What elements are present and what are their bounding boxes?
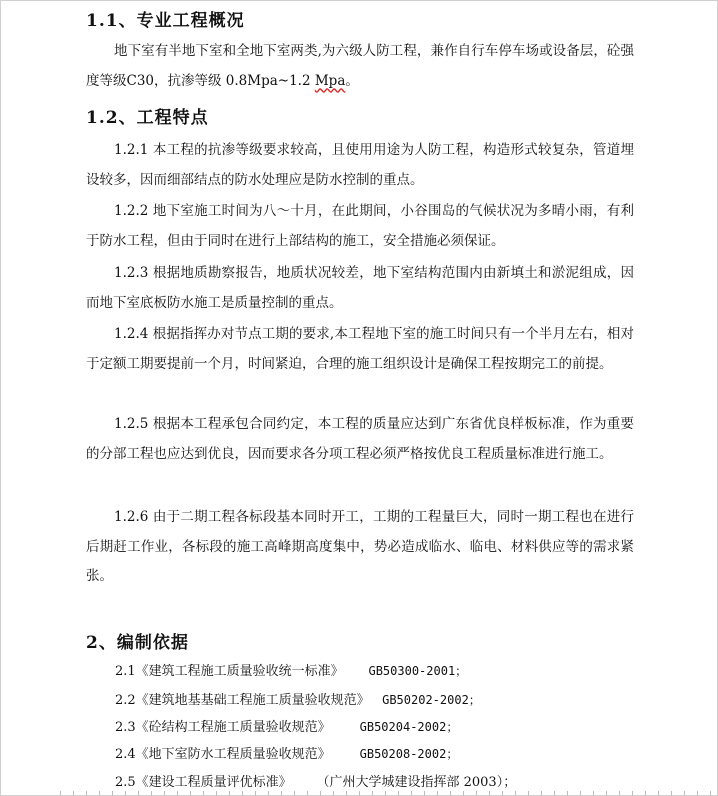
- paragraph-1-2-3: 1.2.3 根据地质勘察报告，地质状况较差，地下室结构范围内由新填土和淤泥组成，因而地下室底板防水施工是质量控制的重点。: [86, 265, 634, 311]
- ruler-tick: [645, 791, 646, 795]
- ruler-tick: [580, 791, 581, 795]
- ruler-tick: [697, 791, 698, 795]
- ruler-tick: [307, 791, 308, 795]
- reference-code: （广州大学城建设指挥部 2003）；: [316, 775, 517, 790]
- paragraph-1-2-5: 1.2.5 根据本工程承包合同约定，本工程的质量应达到广东省优良样板标准，作为重要的分部工程也应达到优良，因而要求各分项工程必须严格按优良工程质量标准进行施工。: [86, 416, 634, 462]
- ruler-tick: [450, 791, 451, 795]
- paragraph-1-2-1: 1.2.1 本工程的抗渗等级要求较高，且使用用途为人防工程，构造形式较复杂，管道埋设较多，因而细部结点的防水处理应是防水控制的重点。: [86, 142, 634, 188]
- ruler-tick: [502, 791, 503, 795]
- reference-code: GB50204-2002；: [359, 720, 459, 734]
- ruler-tick: [190, 791, 191, 795]
- ruler-tick: [411, 791, 412, 795]
- reference-title: 2.4《地下室防水工程质量验收规范》: [115, 747, 331, 762]
- ruler-tick: [567, 791, 568, 795]
- ruler-tick: [268, 791, 269, 795]
- ruler-tick: [281, 791, 282, 795]
- ruler-tick: [294, 791, 295, 795]
- ruler-tick: [138, 791, 139, 795]
- ruler-tick: [216, 791, 217, 795]
- ruler-tick: [385, 791, 386, 795]
- reference-title: 2.3《砼结构工程施工质量验收规范》: [115, 720, 331, 735]
- reference-item: [115, 660, 467, 679]
- ruler-tick: [203, 791, 204, 795]
- ruler-tick: [632, 791, 633, 795]
- reference-code: GB50202-2002；: [382, 693, 481, 707]
- ruler-tick: [229, 791, 230, 795]
- ruler-tick: [73, 791, 74, 795]
- ruler-tick: [333, 791, 334, 795]
- ruler-tick: [437, 791, 438, 795]
- reference-title: 2.1《建筑工程施工质量验收统一标准》: [115, 664, 344, 679]
- ruler-tick: [463, 791, 464, 795]
- reference-title: 2.5《建设工程质量评优标准》: [115, 775, 292, 790]
- reference-item: [115, 771, 516, 790]
- ruler-tick: [476, 791, 477, 795]
- ruler-ticks: [0, 790, 718, 796]
- ruler-tick: [554, 791, 555, 795]
- ruler-tick: [619, 791, 620, 795]
- heading-1-1: 1.1、专业工程概况: [86, 11, 245, 31]
- reference-code: GB50300-2001；: [368, 664, 468, 678]
- ruler-tick: [86, 791, 87, 795]
- ruler-tick: [320, 791, 321, 795]
- ruler-tick: [671, 791, 672, 795]
- ruler-tick: [346, 791, 347, 795]
- paragraph-1-1-text: 地下室有半地下室和全地下室两类,为六级人防工程，兼作自行车停车场或设备层，砼强度等级C30，抗渗等级 0.8Mpa~1.2: [86, 43, 634, 89]
- reference-item: [115, 743, 458, 762]
- heading-2: 2、编制依据: [86, 633, 189, 653]
- ruler-tick: [424, 791, 425, 795]
- ruler-tick: [489, 791, 490, 795]
- ruler-tick: [658, 791, 659, 795]
- ruler-tick: [112, 791, 113, 795]
- ruler-tick: [528, 791, 529, 795]
- ruler-tick: [164, 791, 165, 795]
- spellcheck-flagged-word: Mpa: [314, 72, 346, 89]
- ruler-tick: [710, 791, 711, 795]
- paragraph-1-2-2: 1.2.2 地下室施工时间为八～十月，在此期间，小谷围岛的气候状况为多晴小雨，有利于防水工程，但由于同时在进行上部结构的施工，安全措施必须保证。: [86, 203, 634, 249]
- ruler-tick: [372, 791, 373, 795]
- ruler-tick: [99, 791, 100, 795]
- paragraph-1-2-6: 1.2.6 由于二期工程各标段基本同时开工，工期的工程量巨大，同时一期工程也在进行后期赶工作业，各标段的施工高峰期高度集中，势必造成临水、临电、材料供应等的需求紧张。: [86, 509, 634, 584]
- ruler-tick: [255, 791, 256, 795]
- ruler-tick: [606, 791, 607, 795]
- reference-title: 2.2《建筑地基基础工程施工质量验收规范》: [115, 693, 370, 708]
- ruler-tick: [684, 791, 685, 795]
- heading-1-2: 1.2、工程特点: [86, 108, 209, 128]
- ruler-tick: [242, 791, 243, 795]
- ruler-tick: [359, 791, 360, 795]
- ruler-tick: [541, 791, 542, 795]
- paragraph-1-1-suffix: 。: [345, 72, 359, 89]
- paragraph-1-1-body: [86, 37, 634, 96]
- ruler-tick: [125, 791, 126, 795]
- ruler-tick: [398, 791, 399, 795]
- reference-item: [115, 689, 481, 708]
- ruler-tick: [177, 791, 178, 795]
- reference-item: [115, 716, 458, 735]
- reference-code: GB50208-2002；: [359, 747, 459, 761]
- ruler-tick: [60, 791, 61, 795]
- paragraph-1-2-4: 1.2.4 根据指挥办对节点工期的要求,本工程地下室的施工时间只有一个半月左右，相对于定额工期要提前一个月，时间紧迫，合理的施工组织设计是确保工程按期完工的前提。: [86, 326, 634, 372]
- ruler-tick: [515, 791, 516, 795]
- ruler-tick: [593, 791, 594, 795]
- ruler-tick: [151, 791, 152, 795]
